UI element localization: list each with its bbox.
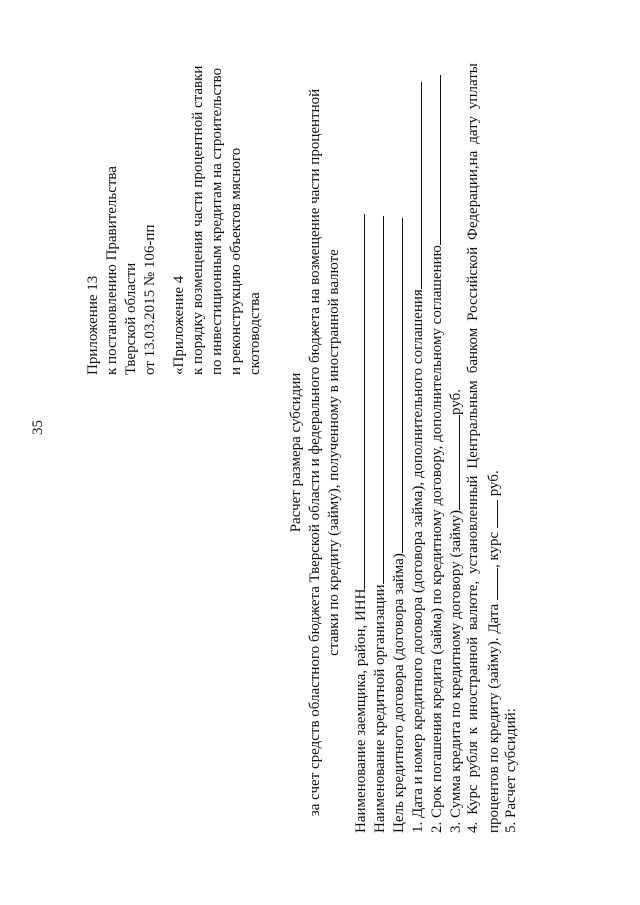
appendix-inner-line4: и реконструкцию объектов мясного bbox=[228, 147, 244, 375]
exchange-rate-word: банком bbox=[465, 327, 481, 374]
purpose-field[interactable] bbox=[388, 218, 403, 553]
exchange-rate-word: 4. bbox=[465, 821, 481, 833]
exchange-rate-word: Центральным bbox=[465, 380, 481, 469]
exchange-rate-word: уплаты bbox=[465, 63, 481, 110]
rate-value-field[interactable] bbox=[483, 500, 498, 528]
appendix-date: от 13.03.2015 № 106-пп bbox=[142, 224, 158, 375]
exchange-rate-word: валюте, bbox=[465, 580, 481, 630]
document-title: Расчет размера субсидии bbox=[288, 372, 304, 533]
appendix-header bbox=[84, 166, 160, 375]
rate-date-label: процентов по кредиту (займу). Дата bbox=[486, 603, 502, 833]
form-row-repayment-term bbox=[426, 63, 445, 833]
appendix-label: Приложение 13 bbox=[85, 275, 101, 375]
subsidy-form bbox=[350, 63, 521, 833]
form-row-borrower bbox=[350, 63, 369, 833]
appendix-inner-header bbox=[170, 66, 265, 375]
rate-label: , курс bbox=[486, 531, 502, 569]
credit-org-label: Наименование кредитной организации bbox=[372, 584, 388, 833]
purpose-label: Цель кредитного договора (договора займа) bbox=[391, 553, 407, 833]
rate-unit: руб. bbox=[486, 470, 502, 497]
form-row-loan-sum bbox=[445, 63, 464, 833]
document-subtitle bbox=[306, 0, 344, 905]
appendix-inner-label: «Приложение 4 bbox=[171, 275, 187, 375]
repayment-term-label: 2. Срок погашения кредита (займа) по кредитному договору, дополнительному соглашению bbox=[429, 245, 445, 833]
contract-date-field[interactable] bbox=[407, 82, 422, 289]
credit-org-field[interactable] bbox=[369, 217, 384, 585]
exchange-rate-word: к bbox=[465, 726, 481, 735]
contract-date-label: 1. Дата и номер кредитного договора (договора займа), дополнительного соглашения bbox=[410, 289, 426, 833]
appendix-decree: к постановлению Правительства bbox=[104, 166, 120, 375]
subtitle-line-1: за счет средств областного бюджета Тверской области и федерального бюджета на возмещение части процентной bbox=[307, 88, 323, 817]
borrower-label: Наименование заемщика, район, ИНН bbox=[353, 588, 369, 833]
exchange-rate-word: Федерации,на bbox=[465, 150, 481, 240]
loan-sum-label: 3. Сумма кредита по кредитному договору (займу) bbox=[448, 509, 464, 833]
form-row-credit-org bbox=[369, 63, 388, 833]
appendix-inner-line3: по инвестиционным кредитам на строительство bbox=[209, 67, 225, 375]
exchange-rate-word: установленный bbox=[465, 475, 481, 574]
form-row-calculation bbox=[502, 63, 521, 833]
exchange-rate-word: Курс bbox=[465, 784, 481, 815]
calculation-label: 5. Расчет субсидий: bbox=[503, 708, 519, 833]
exchange-rate-word: Российской bbox=[465, 246, 481, 321]
form-row-contract-date bbox=[407, 63, 426, 833]
exchange-rate-word: иностранной bbox=[465, 636, 481, 720]
exchange-rate-word: рубля bbox=[465, 741, 481, 778]
form-row-purpose bbox=[388, 63, 407, 833]
form-row-exchange-rate bbox=[464, 63, 483, 833]
subtitle-line-2: ставки по кредиту (займу), полученному в иностранной валюте bbox=[326, 249, 342, 656]
page-number: 35 bbox=[30, 420, 46, 435]
loan-sum-field[interactable] bbox=[445, 415, 460, 510]
appendix-region: Тверской области bbox=[123, 262, 139, 375]
borrower-field[interactable] bbox=[350, 214, 365, 589]
rate-date-field[interactable] bbox=[483, 568, 498, 600]
form-row-rate-date bbox=[483, 63, 502, 833]
appendix-inner-line5: скотоводства bbox=[247, 292, 263, 375]
appendix-inner-line2: к порядку возмещения части процентной ставки bbox=[190, 65, 206, 375]
exchange-rate-word: дату bbox=[465, 115, 481, 144]
loan-sum-unit: руб. bbox=[448, 388, 464, 415]
repayment-term-field[interactable] bbox=[426, 75, 441, 245]
